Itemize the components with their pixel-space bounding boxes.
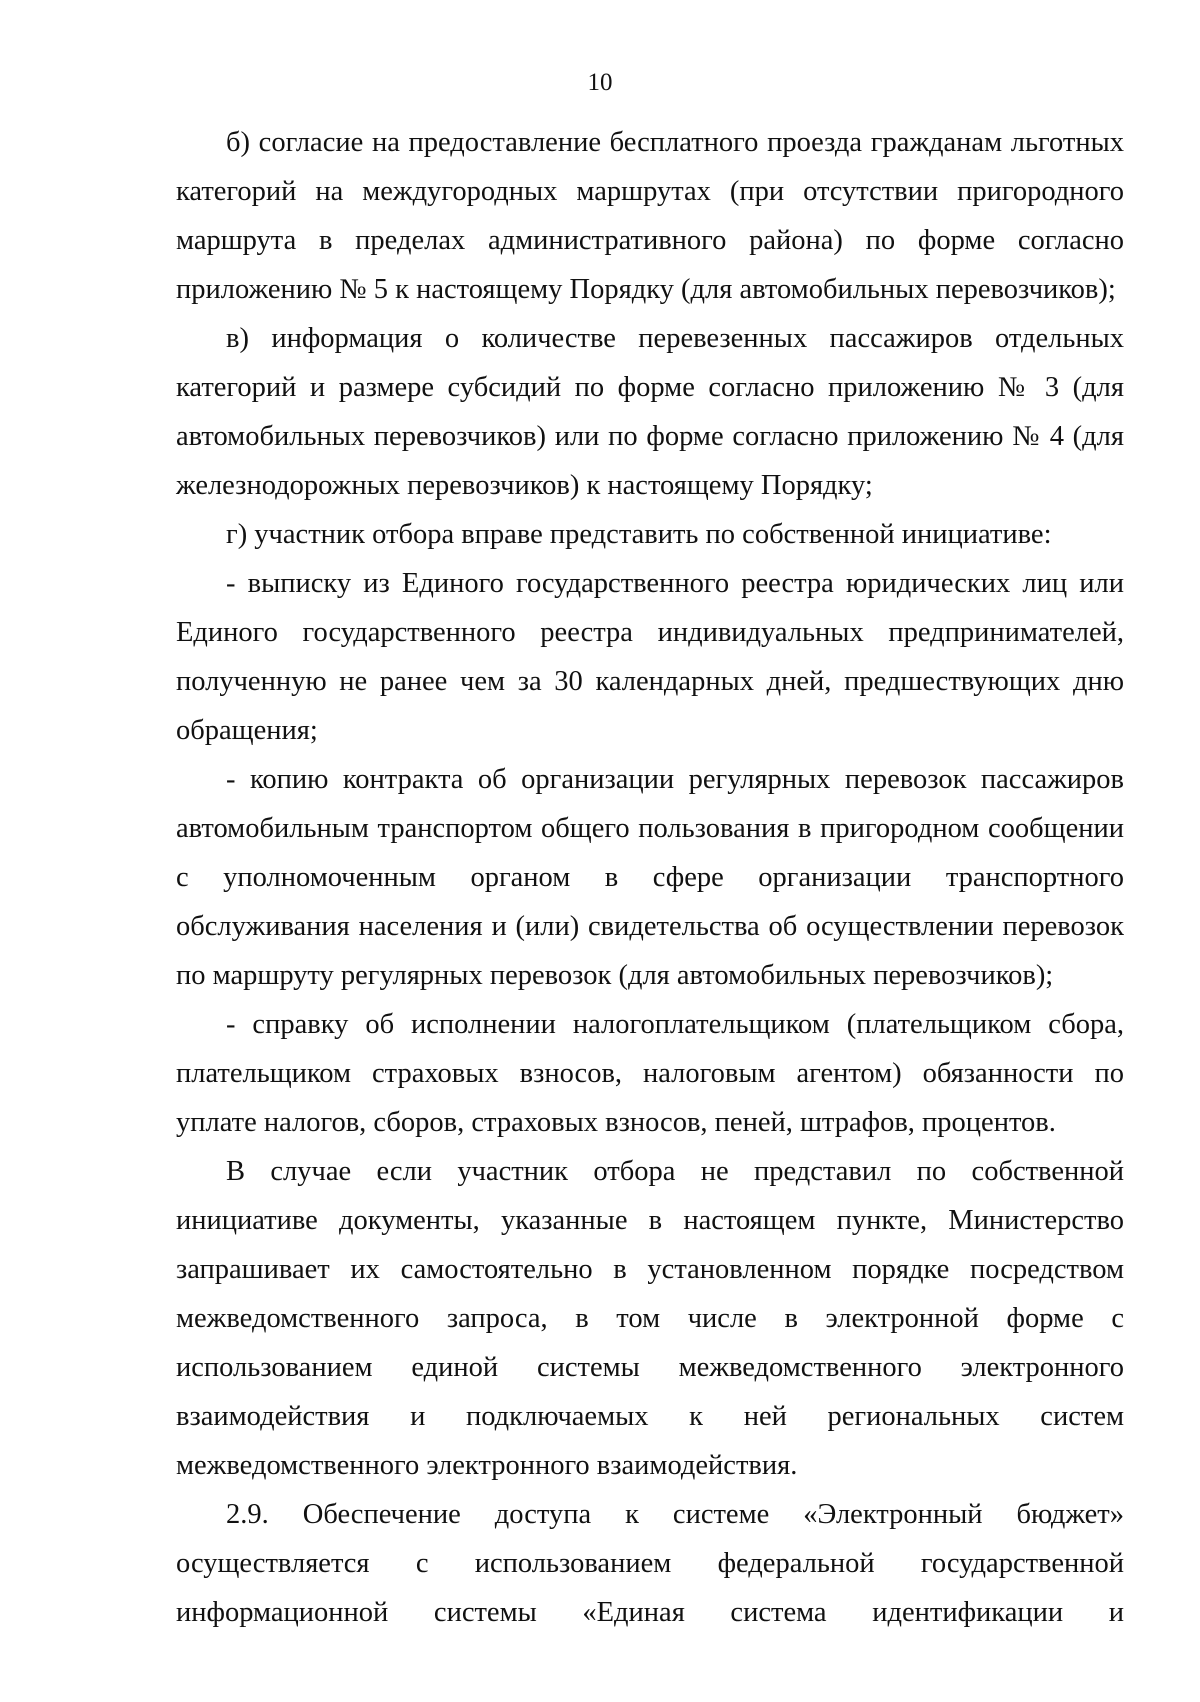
document-body [176, 118, 1124, 1637]
list-item-register-extract: - выписку из Единого государственного реестра юридических лиц или Единого государственного реестра индивидуальных предпринимателей, полученную не ранее чем за 30 календарных дней, предшествующих дню обращения; [176, 568, 1124, 746]
paragraph-2-9-electronic-budget: 2.9. Обеспечение доступа к системе «Электронный бюджет» осуществляется с использованием федеральной государственной информационной системы «Единая система идентификации и [176, 1499, 1124, 1628]
list-item-contract-copy: - копию контракта об организации регулярных перевозок пассажиров автомобильным транспортом общего пользования в пригородном сообщении с уполномоченным органом в сфере организации транспортного обслуживания населения и (или) свидетельства об осуществлении перевозок по маршруту регулярных перевозок (для автомобильных перевозчиков); [176, 764, 1124, 991]
page-number: 10 [587, 69, 613, 96]
paragraph-b-consent: б) согласие на предоставление бесплатного проезда гражданам льготных категорий на междугородных маршрутах (при отсутствии пригородного маршрута в пределах административного района) по форме согласно приложению № 5 к настоящему Порядку (для автомобильных перевозчиков); [176, 127, 1124, 305]
paragraph-v-passenger-info: в) информация о количестве перевезенных пассажиров отдельных категорий и размере субсидий по форме согласно приложению № 3 (для автомобильных перевозчиков) или по форме согласно приложению № 4 (для железнодорожных перевозчиков) к настоящему Порядку; [176, 323, 1124, 501]
paragraph-interagency-request: В случае если участник отбора не представил по собственной инициативе документы, указанные в настоящем пункте, Министерство запрашивает их самостоятельно в установленном порядке посредством межведомственного запроса, в том числе в электронной форме с использованием единой системы межведомственного электронного взаимодействия и подключаемых к ней региональных систем межведомственного электронного взаимодействия. [176, 1156, 1124, 1481]
list-item-tax-certificate: - справку об исполнении налогоплательщиком (плательщиком сбора, плательщиком страховых взносов, налоговым агентом) обязанности по уплате налогов, сборов, страховых взносов, пеней, штрафов, процентов. [176, 1009, 1124, 1138]
paragraph-g-optional-documents: г) участник отбора вправе представить по собственной инициативе: [226, 519, 1052, 550]
